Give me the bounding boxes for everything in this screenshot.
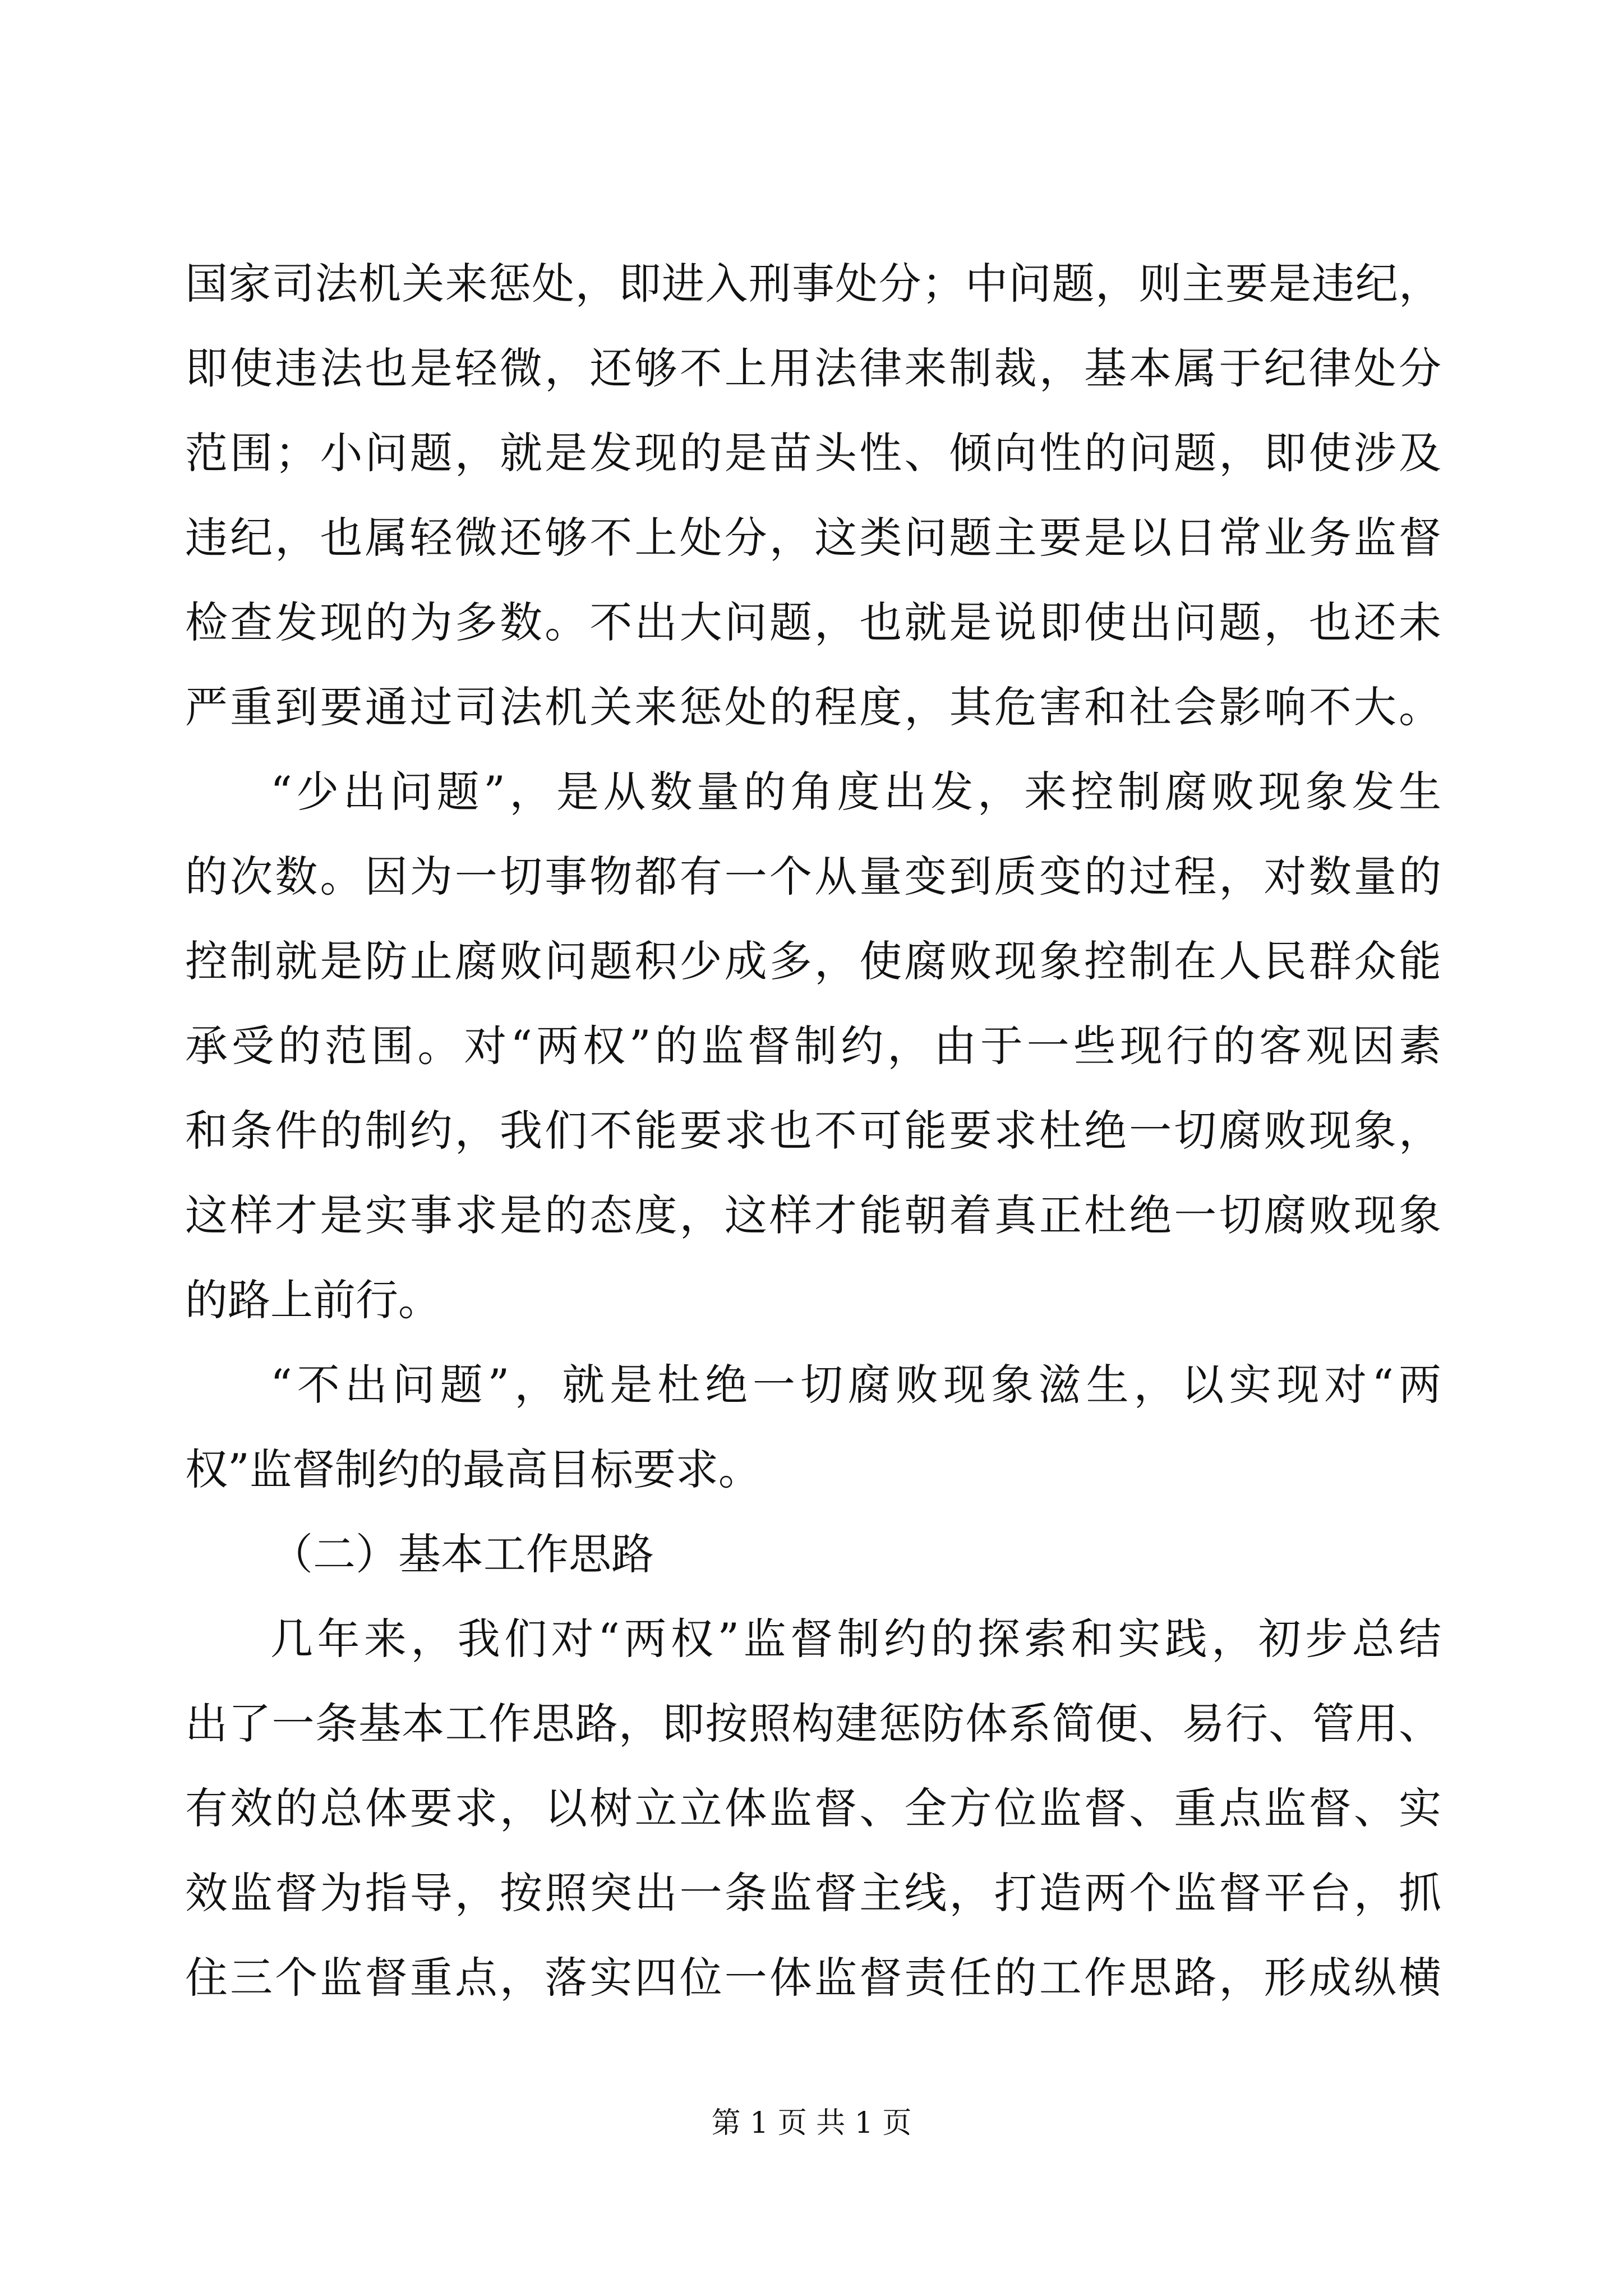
- document-body: [185, 241, 1441, 2020]
- paragraph-last-line: 权”监督制约的最高目标要求。: [185, 1444, 761, 1494]
- page-number-footer: 第 1 页 共 1 页: [711, 2106, 912, 2140]
- section-heading: （二）基本工作思路: [270, 1529, 654, 1579]
- text-line: 效监督为指导，按照突出一条监督主线，打造两个监督平台，抓: [185, 1868, 1441, 1918]
- text-line: 和条件的制约，我们不能要求也不可能要求杜绝一切腐败现象，: [185, 1106, 1441, 1156]
- paragraph-first-line: “不出问题”，就是杜绝一切腐败现象滋生，以实现对“两: [270, 1360, 1441, 1410]
- text-line: 范围；小问题，就是发现的是苗头性、倾向性的问题，即使涉及: [185, 428, 1441, 478]
- text-line: 即使违法也是轻微，还够不上用法律来制裁，基本属于纪律处分: [185, 343, 1441, 393]
- paragraph-last-line: 的路上前行。: [185, 1275, 441, 1325]
- text-line: 控制就是防止腐败问题积少成多，使腐败现象控制在人民群众能: [185, 936, 1441, 986]
- paragraph-first-line: 几年来，我们对“两权”监督制约的探索和实践，初步总结: [270, 1614, 1441, 1664]
- text-line: 检查发现的为多数。不出大问题，也就是说即使出问题，也还未: [185, 597, 1441, 647]
- text-line: 国家司法机关来惩处，即进入刑事处分；中问题，则主要是违纪，: [185, 259, 1441, 309]
- text-line: 严重到要通过司法机关来惩处的程度，其危害和社会影响不大。: [185, 682, 1441, 732]
- text-line: 违纪，也属轻微还够不上处分，这类问题主要是以日常业务监督: [185, 513, 1441, 563]
- text-line: 住三个监督重点，落实四位一体监督责任的工作思路，形成纵横: [185, 1953, 1441, 2003]
- text-line: 有效的总体要求，以树立立体监督、全方位监督、重点监督、实: [185, 1783, 1441, 1833]
- text-line: 这样才是实事求是的态度，这样才能朝着真正杜绝一切腐败现象: [185, 1190, 1441, 1240]
- text-line: 的次数。因为一切事物都有一个从量变到质变的过程，对数量的: [185, 852, 1441, 901]
- paragraph-first-line: “少出问题”，是从数量的角度出发，来控制腐败现象发生: [270, 767, 1441, 817]
- text-line: 出了一条基本工作思路，即按照构建惩防体系简便、易行、管用、: [185, 1699, 1441, 1749]
- text-line: 承受的范围。对“两权”的监督制约，由于一些现行的客观因素: [185, 1021, 1441, 1071]
